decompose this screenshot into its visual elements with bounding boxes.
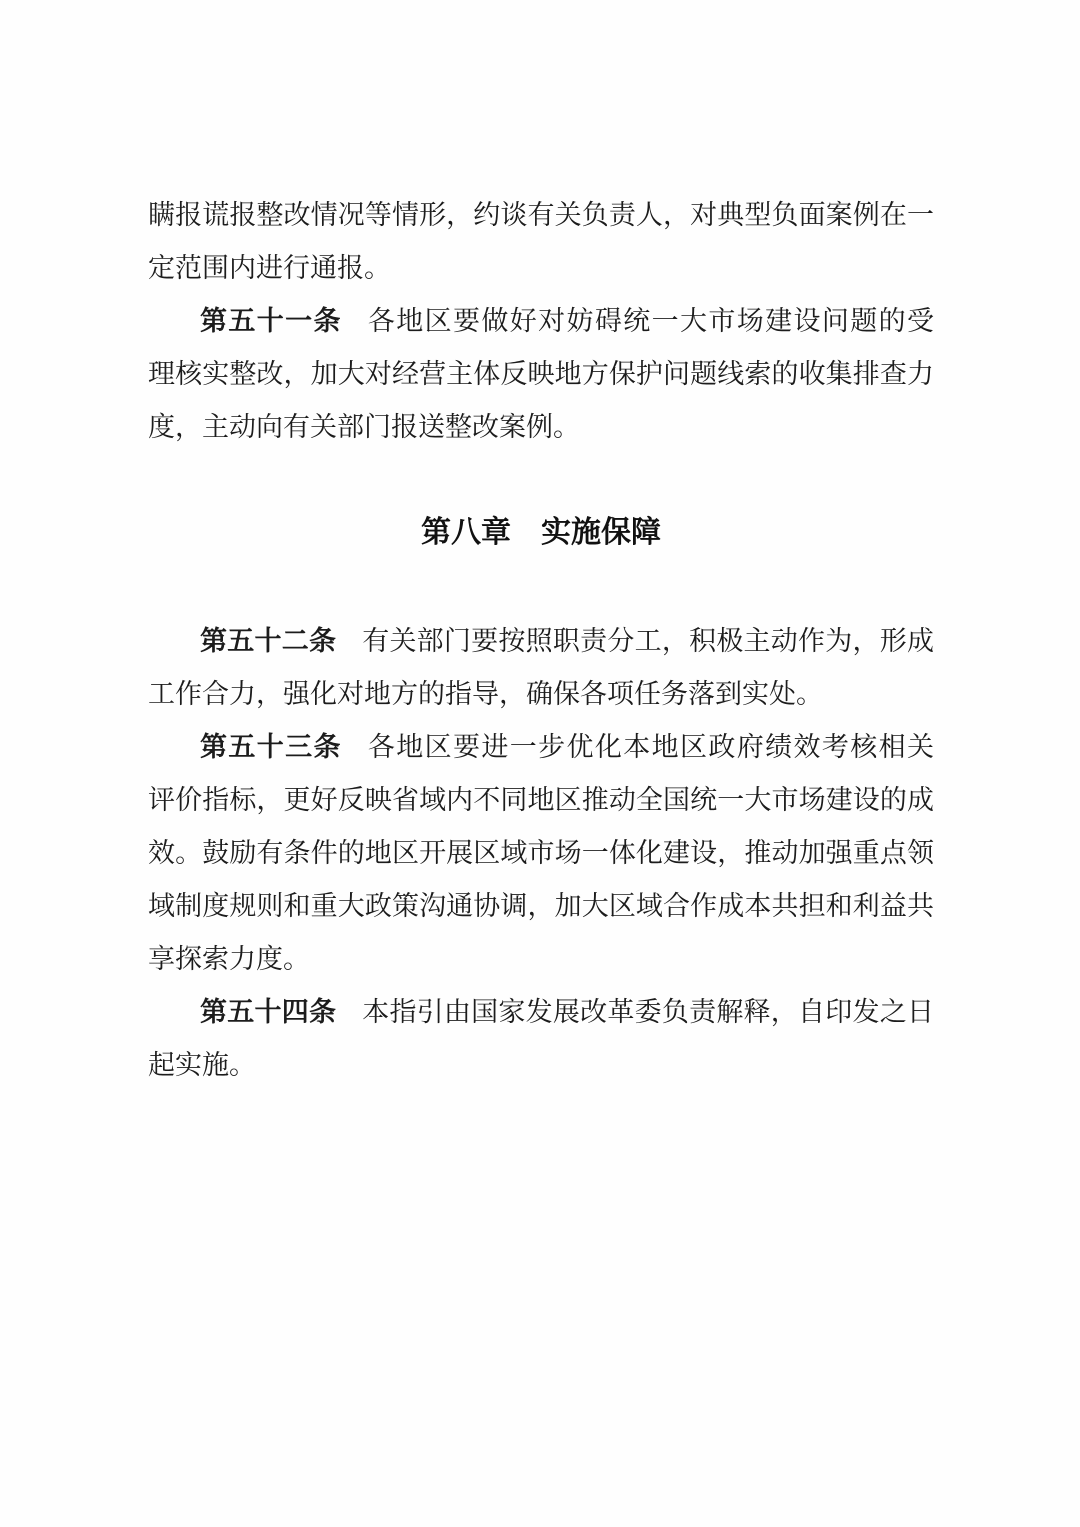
text-line: [148, 348, 934, 401]
line-text: 起实施。: [148, 1050, 256, 1080]
text-line-article-54: [148, 986, 934, 1039]
line-text: 评价指标，更好反映省域内不同地区推动全国统一大市场建设的成: [148, 785, 934, 815]
text-line: [148, 933, 934, 986]
text-line: [148, 880, 934, 933]
article-number: 第五十二条: [200, 626, 337, 656]
line-text: 定范围内进行通报。: [148, 253, 391, 283]
line-text: 理核实整改，加大对经营主体反映地方保护问题线索的收集排查力: [148, 359, 934, 389]
text-line: [148, 242, 934, 295]
text-line-article-53: [148, 721, 934, 774]
line-text: 各地区要做好对妨碍统一大市场建设问题的受: [367, 306, 934, 336]
article-number: 第五十一条: [200, 306, 342, 336]
chapter-title: 实施保障: [541, 516, 661, 549]
line-text: 瞒报谎报整改情况等情形，约谈有关负责人，对典型负面案例在一: [148, 200, 934, 230]
line-text: 有关部门要按照职责分工，积极主动作为，形成: [362, 626, 935, 656]
line-text: 各地区要进一步优化本地区政府绩效考核相关: [367, 732, 934, 762]
text-line: [148, 827, 934, 880]
text-line-article-51: [148, 295, 934, 348]
text-line: [148, 189, 934, 242]
line-text: 域制度规则和重大政策沟通协调，加大区域合作成本共担和利益共: [148, 891, 934, 921]
text-line: [148, 668, 934, 721]
line-text: 效。鼓励有条件的地区开展区域市场一体化建设，推动加强重点领: [148, 838, 934, 868]
line-text: 本指引由国家发展改革委负责解释，自印发之日: [362, 997, 935, 1027]
text-line-article-52: [148, 615, 934, 668]
text-line: [148, 1039, 934, 1092]
text-line: [148, 401, 934, 454]
chapter-number: 第八章: [421, 516, 511, 549]
line-text: 度，主动向有关部门报送整改案例。: [148, 412, 580, 442]
line-text: 享探索力度。: [148, 944, 310, 974]
article-number: 第五十四条: [200, 997, 337, 1027]
chapter-heading: [148, 506, 934, 559]
line-text: 工作合力，强化对地方的指导，确保各项任务落到实处。: [148, 679, 823, 709]
article-number: 第五十三条: [200, 732, 342, 762]
text-line: [148, 774, 934, 827]
